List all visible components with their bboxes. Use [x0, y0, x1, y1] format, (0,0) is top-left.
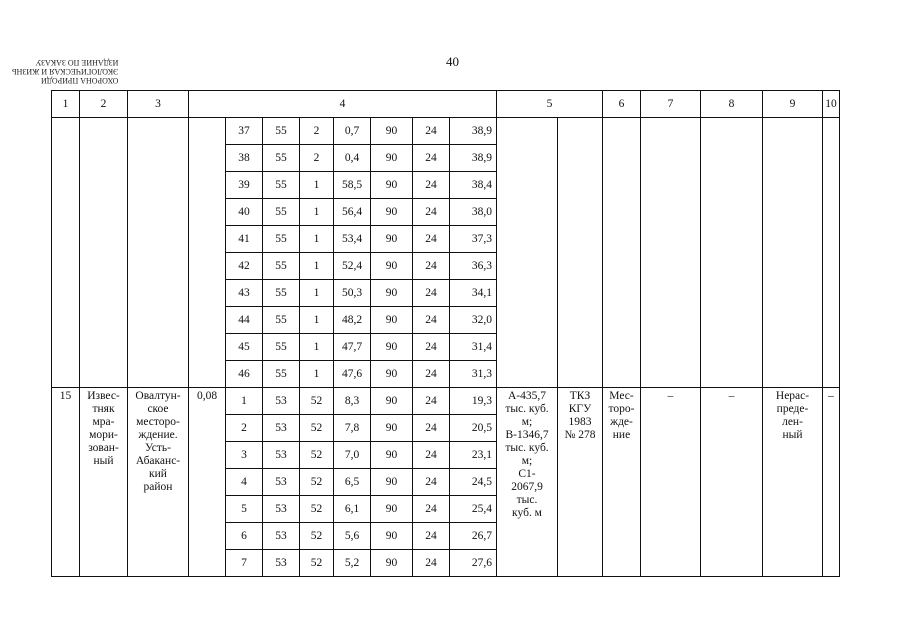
empty-cell-col-9: [763, 118, 823, 388]
deposit-type-text: Мес- торо- жде- ние: [608, 390, 635, 441]
table-cell: 90: [371, 199, 413, 226]
table-cell: 7,0: [334, 442, 371, 469]
table-cell: 6,1: [334, 496, 371, 523]
table-cell: 1: [300, 226, 334, 253]
table-cell: 90: [371, 226, 413, 253]
table-cell: 1: [300, 307, 334, 334]
table-cell: 90: [371, 469, 413, 496]
table-cell: 90: [371, 442, 413, 469]
table-cell: 24: [413, 199, 450, 226]
empty-cell-col-6: [603, 118, 641, 388]
table-cell: 5,6: [334, 523, 371, 550]
table-cell: 45: [226, 334, 263, 361]
table-cell: 90: [371, 550, 413, 577]
empty-cell-col-8: [701, 118, 763, 388]
table-cell: 24: [413, 118, 450, 145]
table-cell: 53: [263, 415, 300, 442]
table-cell: 24: [413, 442, 450, 469]
table-cell: 53: [263, 469, 300, 496]
table-cell: 90: [371, 496, 413, 523]
stamp-line: ИЗДАНИЕ ПО ЗАКАЗУ: [35, 58, 119, 67]
table-cell: 50,3: [334, 280, 371, 307]
col-8-value: [701, 388, 763, 577]
table-cell: 90: [371, 361, 413, 388]
table-cell: 90: [371, 388, 413, 415]
deposit-name-text: Овалтун- ское месторо- ждение. Усть- Абаканс- кий район: [135, 390, 181, 493]
col-10-value: [823, 388, 840, 577]
license-status: [763, 388, 823, 577]
table-cell: 53: [263, 496, 300, 523]
empty-cell-col-3: [128, 118, 189, 388]
header-cell: 8: [701, 91, 763, 118]
table-cell: 90: [371, 145, 413, 172]
table-cell: 24,5: [450, 469, 497, 496]
table-cell: 55: [263, 280, 300, 307]
table-cell: 90: [371, 523, 413, 550]
table-cell: 53: [263, 550, 300, 577]
table-cell: 41: [226, 226, 263, 253]
table-cell: 4: [226, 469, 263, 496]
table-cell: 24: [413, 388, 450, 415]
header-cell: 7: [641, 91, 701, 118]
table-cell: 40: [226, 199, 263, 226]
table-cell: 24: [413, 226, 450, 253]
table-cell: 32,0: [450, 307, 497, 334]
table-cell: 27,6: [450, 550, 497, 577]
table-cell: 56,4: [334, 199, 371, 226]
table-cell: 90: [371, 118, 413, 145]
table-cell: 5: [226, 496, 263, 523]
table-cell: 52: [300, 523, 334, 550]
header-cell: 9: [763, 91, 823, 118]
empty-cell-col-4a: [189, 118, 226, 388]
table-cell: 48,2: [334, 307, 371, 334]
table-cell: 55: [263, 253, 300, 280]
table-cell: 24: [413, 334, 450, 361]
stamp-line: ЭКОЛОГИЧЕСКАЯ И ЖИЗНЬ: [12, 67, 119, 76]
table-cell: 52: [300, 469, 334, 496]
empty-cell-col-2: [80, 118, 128, 388]
table-cell: 23,1: [450, 442, 497, 469]
table-cell: 38,9: [450, 118, 497, 145]
table-cell: 1: [300, 253, 334, 280]
table-cell: 24: [413, 496, 450, 523]
table-cell: 43: [226, 280, 263, 307]
empty-cell-col-10: [823, 118, 840, 388]
table-cell: 6: [226, 523, 263, 550]
table-cell: 7,8: [334, 415, 371, 442]
table-cell: 38,4: [450, 172, 497, 199]
empty-cell-col-5b: [558, 118, 603, 388]
table-cell: 38,0: [450, 199, 497, 226]
approval-text: ТКЗ КГУ 1983 № 278: [564, 390, 596, 441]
table-cell: 1: [300, 361, 334, 388]
table-cell: 24: [413, 280, 450, 307]
table-cell: 25,4: [450, 496, 497, 523]
table-cell: 55: [263, 172, 300, 199]
table-cell: 53: [263, 523, 300, 550]
area-value: [189, 388, 226, 577]
empty-cell-col-7: [641, 118, 701, 388]
data-table: [51, 90, 840, 577]
approval: [558, 388, 603, 577]
table-cell: 36,3: [450, 253, 497, 280]
table-row: [52, 118, 840, 145]
reserves: [497, 388, 558, 577]
table-cell: 55: [263, 118, 300, 145]
table-cell: 1: [300, 280, 334, 307]
table-cell: 55: [263, 199, 300, 226]
page-number: 40: [446, 54, 459, 69]
header-cell: 4: [189, 91, 497, 118]
table-cell: 24: [413, 145, 450, 172]
table-cell: 52,4: [334, 253, 371, 280]
table-cell: 1: [300, 172, 334, 199]
table-cell: 8,3: [334, 388, 371, 415]
col-7-value-text: –: [667, 390, 674, 402]
empty-cell-col-1: [52, 118, 80, 388]
table-cell: 47,7: [334, 334, 371, 361]
table-cell: 55: [263, 145, 300, 172]
mineral-name-text: Извес- тняк мра- мори- зован- ный: [87, 390, 120, 467]
table-cell: 24: [413, 361, 450, 388]
entry-number-text: 15: [59, 390, 72, 402]
table-cell: 38,9: [450, 145, 497, 172]
table-cell: 31,3: [450, 361, 497, 388]
header-cell: 6: [603, 91, 641, 118]
table-cell: 39: [226, 172, 263, 199]
area-value-text: 0,08: [196, 390, 218, 402]
entry-number: [52, 388, 80, 577]
stamp-line: ОХОРОНА ПРИРОДИ: [41, 76, 119, 85]
deposit-type: [603, 388, 641, 577]
table-cell: 52: [300, 415, 334, 442]
table-cell: 55: [263, 226, 300, 253]
col-7-value: [641, 388, 701, 577]
table-cell: 6,5: [334, 469, 371, 496]
table-cell: 90: [371, 334, 413, 361]
table-cell: 0,7: [334, 118, 371, 145]
table-cell: 38: [226, 145, 263, 172]
table-cell: 1: [300, 334, 334, 361]
table-cell: 24: [413, 307, 450, 334]
header-cell: 10: [823, 91, 840, 118]
table-cell: 90: [371, 280, 413, 307]
table-cell: 90: [371, 415, 413, 442]
table-cell: 19,3: [450, 388, 497, 415]
empty-cell-col-5a: [497, 118, 558, 388]
table-cell: 2: [300, 145, 334, 172]
table-cell: 52: [300, 442, 334, 469]
header-cell: 3: [128, 91, 189, 118]
table-cell: 24: [413, 550, 450, 577]
table-cell: 5,2: [334, 550, 371, 577]
table-cell: 90: [371, 172, 413, 199]
header-cell: 2: [80, 91, 128, 118]
reserves-text: А-435,7 тыс. куб. м; В-1346,7 тыс. куб. м; С1- 2067,9 тыс. куб. м: [505, 390, 549, 519]
header-cell: 5: [497, 91, 603, 118]
mineral-name: [80, 388, 128, 577]
table-cell: 44: [226, 307, 263, 334]
table-cell: 1: [300, 199, 334, 226]
table-cell: 37,3: [450, 226, 497, 253]
table-cell: 24: [413, 172, 450, 199]
table-cell: 0,4: [334, 145, 371, 172]
table-cell: 53: [263, 388, 300, 415]
table-cell: 24: [413, 415, 450, 442]
table-cell: 46: [226, 361, 263, 388]
table-cell: 47,6: [334, 361, 371, 388]
table-cell: 24: [413, 523, 450, 550]
table-cell: 53,4: [334, 226, 371, 253]
table-row: [52, 388, 840, 415]
table-cell: 55: [263, 361, 300, 388]
table-cell: 90: [371, 307, 413, 334]
table-cell: 2: [226, 415, 263, 442]
header-cell: 1: [52, 91, 80, 118]
table-cell: 52: [300, 388, 334, 415]
col-10-value-text: –: [828, 390, 834, 402]
table-cell: 3: [226, 442, 263, 469]
table-cell: 20,5: [450, 415, 497, 442]
table-cell: 24: [413, 253, 450, 280]
deposit-name: [128, 388, 189, 577]
table-cell: 53: [263, 442, 300, 469]
table-cell: 55: [263, 307, 300, 334]
table-cell: 55: [263, 334, 300, 361]
table-cell: 52: [300, 496, 334, 523]
table-cell: 2: [300, 118, 334, 145]
table-cell: 58,5: [334, 172, 371, 199]
table-cell: 52: [300, 550, 334, 577]
license-status-text: Нерас- преде- лен- ный: [775, 390, 810, 441]
table-cell: 24: [413, 469, 450, 496]
col-8-value-text: –: [728, 390, 735, 402]
table-cell: 37: [226, 118, 263, 145]
table-cell: 90: [371, 253, 413, 280]
table-cell: 31,4: [450, 334, 497, 361]
table-cell: 7: [226, 550, 263, 577]
table-header-row: [52, 91, 840, 118]
table-cell: 34,1: [450, 280, 497, 307]
table-cell: 26,7: [450, 523, 497, 550]
table-cell: 42: [226, 253, 263, 280]
table-cell: 1: [226, 388, 263, 415]
